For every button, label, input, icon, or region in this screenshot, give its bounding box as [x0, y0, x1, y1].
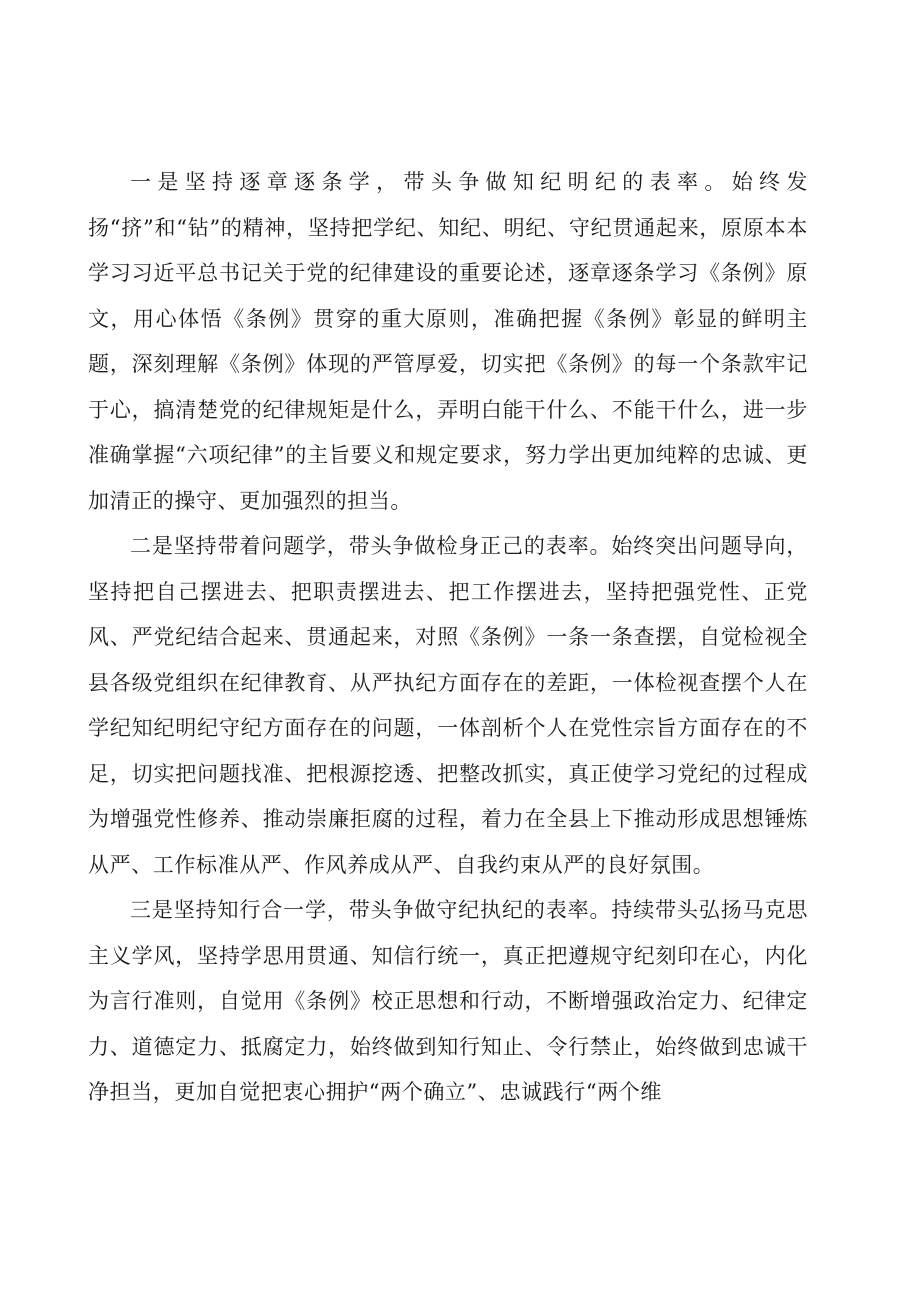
paragraph-2: 二是坚持带着问题学，带头争做检身正己的表率。始终突出问题导向，坚持把自己摆进去、把职责摆进去、把工作摆进去，坚持把强党性、正党风、严党纪结合起来、贯通起来，对照《条例》一条一条查摆，自觉检视全县各级党组织在纪律教育、从严执纪方面存在的差距，一体检视查摆个人在学纪知纪明纪守纪方面存在的问题，一体剖析个人在党性宗旨方面存在的不足，切实把问题找准、把根源挖透、把整改抓实，真正使学习党纪的过程成为增强党性修养、推动崇廉拒腐的过程，着力在全县上下推动形成思想锤炼从严、工作标准从严、作风养成从严、自我约束从严的良好氛围。 [88, 534, 808, 877]
paragraph-3: 三是坚持知行合一学，带头争做守纪执纪的表率。持续带头弘扬马克思主义学风，坚持学思用贯通、知信行统一，真正把遵规守纪刻印在心，内化为言行准则，自觉用《条例》校正思想和行动，不断增强政治定力、纪律定力、道德定力、抵腐定力，始终做到知行知止、令行禁止，始终做到忠诚干净担当，更加自觉把衷心拥护“两个确立”、忠诚践行“两个维 [88, 898, 808, 1104]
document-body [88, 160, 808, 1116]
paragraph-1: 一是坚持逐章逐条学，带头争做知纪明纪的表率。始终发扬“挤”和“钻”的精神，坚持把学纪、知纪、明纪、守纪贯通起来，原原本本学习习近平总书记关于党的纪律建设的重要论述，逐章逐条学习《条例》原文，用心体悟《条例》贯穿的重大原则，准确把握《条例》彰显的鲜明主题，深刻理解《条例》体现的严管厚爱，切实把《条例》的每一个条款牢记于心，搞清楚党的纪律规矩是什么，弄明白能干什么、不能干什么，进一步准确掌握“六项纪律”的主旨要义和规定要求，努力学出更加纯粹的忠诚、更加清正的操守、更加强烈的担当。 [88, 170, 808, 513]
